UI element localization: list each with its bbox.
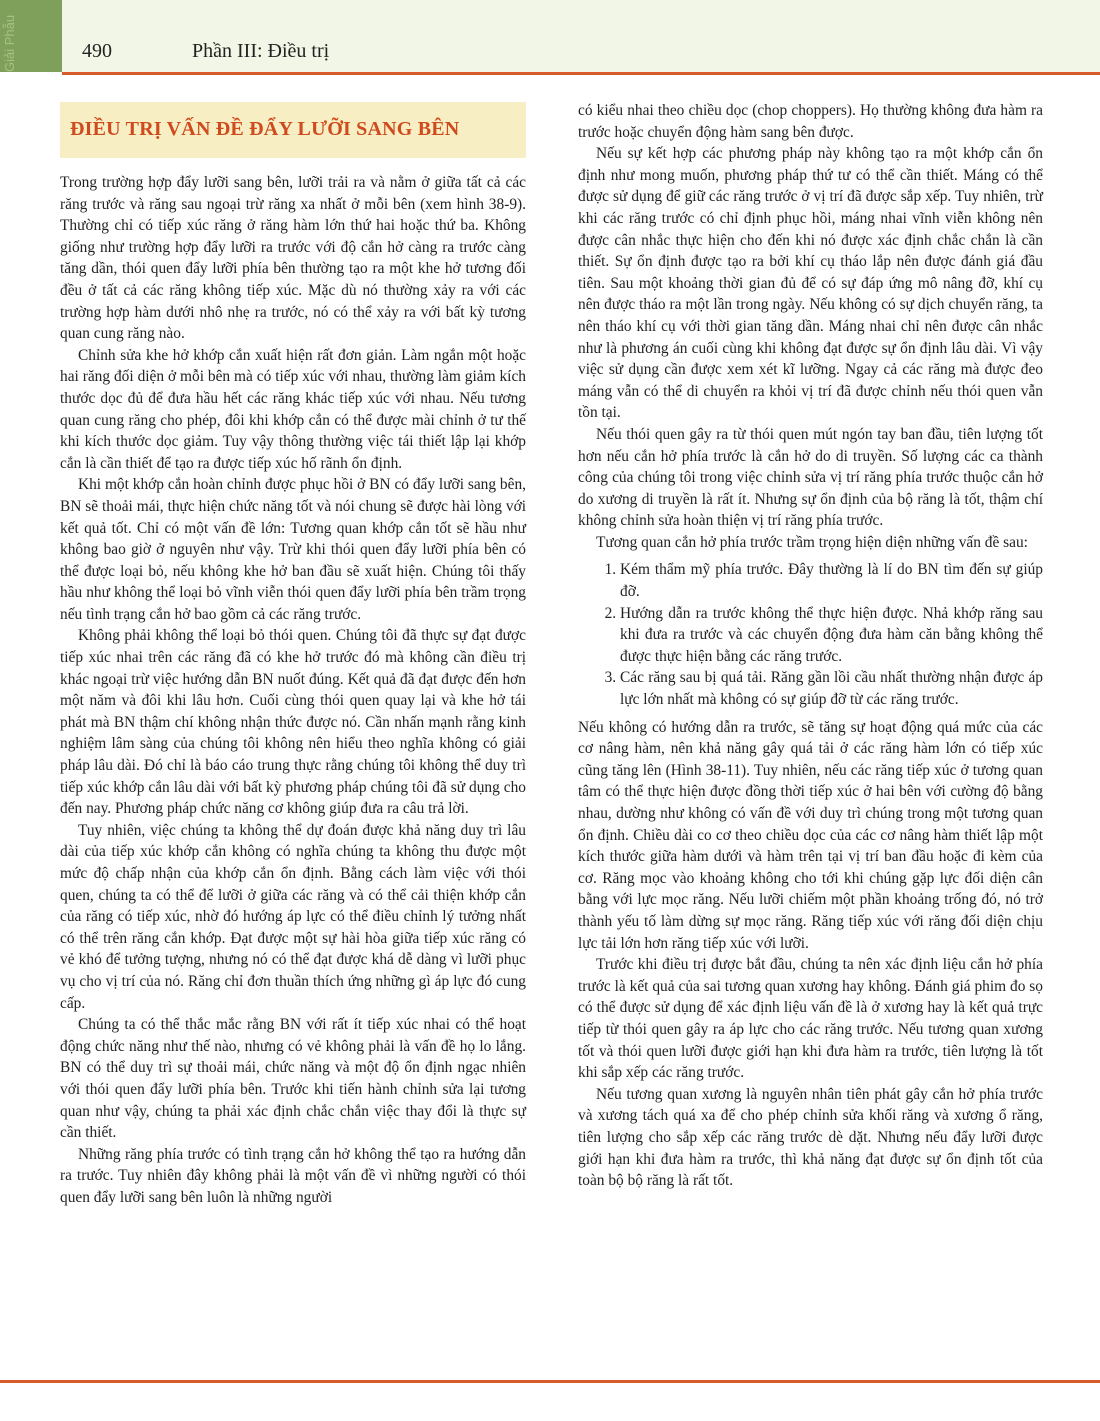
paragraph: Khi một khớp cắn hoàn chỉnh được phục hồi ở BN có đẩy lưỡi sang bên, BN sẽ thoải mái, thực hiện chức năng tốt và nói chung sẽ được hài lòng với kết quả tốt. Chỉ có một vấn đề lớn: Tương quan khớp cắn tốt sẽ hầu như không bao giờ ở nguyên như vậy. Trừ khi thói quen đẩy lưỡi phía bên có thể được loại bỏ, nếu không khe hở ban đầu sẽ xuất hiện. Chúng tôi thấy hầu như không thể loại bỏ vĩnh viễn thói quen đẩy lưỡi phía bên trầm trọng nếu tình trạng cắn hở bao gồm cả các răng trước.: [60, 476, 526, 623]
issues-list: [578, 559, 1043, 710]
paragraph: Trong trường hợp đẩy lưỡi sang bên, lưỡi trải ra và nằm ở giữa tất cả các răng trước và răng sau ngoại trừ răng xa nhất ở mỗi bên (xem hình 38-9). Thường chỉ có tiếp xúc răng ở răng hàm lớn thứ hai hoặc thứ ba. Không giống như trường hợp đẩy lưỡi ra trước với độ cắn hở càng ra trước càng tăng dần, thói quen đẩy lưỡi phía bên thường tạo ra một khe hở tương đối đều ở tất cả các răng không tiếp xúc. Mặc dù nó thường xảy ra với các trường hợp hàm dưới nhô nhẹ ra trước, nó có thể xảy ra với bất kỳ tương quan cung răng nào.: [60, 174, 526, 343]
header-divider: [62, 72, 1100, 75]
paragraph: Nếu tương quan xương là nguyên nhân tiên phát gây cắn hở phía trước và xương tách quá xa để cho phép chỉnh sửa khối răng và xương ổ răng, tiên lượng cho sắp xếp các răng trước dè dặt. Nhưng nếu đẩy lưỡi được giới hạn khi đưa hàm ra trước, thì khả năng đạt được sự ổn định tốt của toàn bộ bộ răng là rất tốt.: [578, 1085, 1043, 1190]
paragraph: có kiểu nhai theo chiều dọc (chop choppers). Họ thường không đưa hàm ra trước hoặc chuyển động hàm sang bên được.: [578, 102, 1043, 141]
left-column: [60, 172, 526, 1209]
right-column: [578, 100, 1043, 1192]
section-title: ĐIỀU TRỊ VẤN ĐỀ ĐẨY LƯỠI SANG BÊN: [70, 118, 460, 140]
page-number: 490: [82, 40, 112, 62]
list-item: 3. Các răng sau bị quá tải. Răng gần lồi cầu nhất thường nhận được áp lực lớn nhất mà không có sự giúp đỡ từ các răng trước.: [620, 667, 1043, 710]
section-heading-box: [60, 102, 526, 158]
paragraph: Những răng phía trước có tình trạng cắn hở không thể tạo ra hướng dẫn ra trước. Tuy nhiên đây không phải là một vấn đề vì những người có thói quen đẩy lưỡi sang bên luôn là những người: [60, 1145, 526, 1206]
part-title: Phần III: Điều trị: [192, 40, 330, 62]
paragraph: Trước khi điều trị được bắt đầu, chúng ta nên xác định liệu cắn hở phía trước là kết quả của sai tương quan xương hay không. Đánh giá phim đo sọ có thể được sử dụng để xác định liệu vấn đề là ở xương hay là kết quả trực tiếp từ thói quen gây ra áp lực cho các răng trước. Nếu tương quan xương tốt và thói quen lưỡi được giới hạn khi đưa hàm ra trước, tiên lượng là tốt khi sắp xếp các răng trước.: [578, 956, 1043, 1082]
paragraph: Nếu sự kết hợp các phương pháp này không tạo ra một khớp cắn ổn định như mong muốn, phương pháp thứ tư có thể cần thiết. Máng có thể được sử dụng để giữ các răng trước ở vị trí đã được sắp xếp. Tuy nhiên, trừ khi các răng trước có chỉ định phục hồi, máng nhai vĩnh viễn không nên được cân nhắc thực hiện cho đến khi nó được xác định chắc chắn là cần thiết. Sự ổn định được tạo ra bởi khí cụ tháo lắp nên được đánh giá đầu tiên. Sau một khoảng thời gian đủ để có sự đáp ứng mô nâng đỡ, khí cụ nên được tháo ra một lần trong ngày. Nếu không có sự dịch chuyển răng, ta nên tháo khí cụ với thời gian tăng dần. Máng nhai chỉ nên được cân nhắc như là phương án cuối cùng khi không đạt được sự ổn định lâu dài. Vì vậy việc sử dụng cần được xem xét kĩ lưỡng. Ngay cả các răng mà được đeo máng vẫn có thể di chuyển ra khỏi vị trí đã được chỉnh nếu thói quen vẫn tồn tại.: [578, 145, 1043, 422]
list-item: 1. Kém thẩm mỹ phía trước. Đây thường là lí do BN tìm đến sự giúp đỡ.: [620, 559, 1043, 602]
side-tab: [0, 0, 62, 72]
paragraph: Tuy nhiên, việc chúng ta không thể dự đoán được khả năng duy trì lâu dài của tiếp xúc khớp cắn không có nghĩa chúng ta không thu được một mức độ chấp nhận của khớp cắn ổn định. Bằng cách làm việc với thói quen, chúng ta có thể để lưỡi ở giữa các răng và có thể cải thiện khớp cắn của răng có tiếp xúc, nhờ đó hướng áp lực có thể điều chỉnh lý tưởng nhất có thể trên răng cắn khớp. Đạt được một sự hài hòa giữa tiếp xúc răng có vẻ khó để tưởng tượng, nhưng nó có thể đạt được khá dễ dàng vì lưỡi phục vụ cho vị trí của nó. Răng chỉ đơn thuần thích ứng những gì áp lực đó cung cấp.: [60, 821, 526, 1012]
list-item: 2. Hướng dẫn ra trước không thể thực hiện được. Nhả khớp răng sau khi đưa ra trước và các chuyển động đưa hàm căn bằng không thể được thực hiện bằng các răng trước.: [620, 603, 1043, 668]
paragraph: Nếu thói quen gây ra từ thói quen mút ngón tay ban đầu, tiên lượng tốt hơn nếu cắn hở phía trước là cắn hở do di truyền. Số lượng các ca thành công của chúng tôi trong việc chỉnh sửa vị trí răng phía trước thuộc cắn hở do xương di truyền là rất ít. Nhưng sự ổn định của bộ răng là tốt, thậm chí không chỉnh sửa hoàn thiện vị trí răng phía trước.: [578, 425, 1043, 530]
paragraph: Chúng ta có thể thắc mắc rằng BN với rất ít tiếp xúc nhai có thể hoạt động chức năng như thế nào, nhưng có vẻ không phải là vấn đề họ lo lắng. BN có thể duy trì sự thoải mái, chức năng và một độ ổn định ngạc nhiên với thói quen đẩy lưỡi phía bên. Trước khi tiến hành chỉnh sửa lại tương quan như vậy, chúng ta phải xác định chắc chắn việc thay đổi là thực sự cần thiết.: [60, 1016, 526, 1142]
paragraph: Không phải không thể loại bỏ thói quen. Chúng tôi đã thực sự đạt được tiếp xúc nhai trên các răng đã có khe hở trước đó mà không cần điều trị khác ngoại trừ việc hướng dẫn BN nuốt đúng. Kết quả đã đạt được đến hơn một năm và đôi khi lâu hơn. Cuối cùng thói quen quay lại và khe hở tái phát mà BN thậm chí không nhận thức được nó. Cần nhấn mạnh rằng kinh nghiệm lâm sàng của chúng tôi không nên hiểu theo nghĩa không có giải pháp lâu dài. Đó chỉ là báo cáo trung thực rằng chúng tôi không thể duy trì tiếp xúc khớp cắn lâu dài với bất kỳ phương pháp chúng tôi đã sử dụng cho đến nay. Phương pháp chức năng cơ không giúp đưa ra câu trả lời.: [60, 627, 526, 818]
paragraph: Tương quan cắn hở phía trước trầm trọng hiện diện những vấn đề sau:: [596, 533, 1028, 551]
paragraph: Nếu không có hướng dẫn ra trước, sẽ tăng sự hoạt động quá mức của các cơ nâng hàm, nên khả năng gây quá tải ở các răng hàm lớn có tiếp xúc cũng tăng lên (Hình 38-11). Tuy nhiên, nếu các răng tiếp xúc ở tương quan tâm có thể thực hiện được đồng thời tiếp xúc ở hai bên với cường độ bằng nhau, dường như không có vấn đề với duy trì chúng trong một tương quan ổn định. Chiều dài co cơ theo chiều dọc của các cơ nâng hàm thiết lập một kích thước giữa hàm dưới và hàm trên tại vị trí ban đầu hoặc đi kèm của cơ. Răng mọc vào khoảng không cho tới khi chúng gặp lực đối diện cân bằng với lực mọc răng. Nếu lưỡi chiếm một phần khoảng trống đó, nó trở thành yếu tố làm dừng sự mọc răng. Răng tiếp xúc với răng đối diện chịu lực tải lớn hơn răng tiếp xúc với lưỡi.: [578, 718, 1043, 952]
footer-divider: [0, 1380, 1100, 1383]
paragraph: Chỉnh sửa khe hở khớp cắn xuất hiện rất đơn giản. Làm ngắn một hoặc hai răng đối diện ở mỗi bên mà có tiếp xúc với nhau, thường làm giảm kích thước dọc đủ để đưa hầu hết các răng khác tiếp xúc với nhau. Nếu tương quan cung răng cho phép, đôi khi khớp cắn có thể được mài chỉnh ở tư thế khi kích thước dọc giảm. Tuy vậy thông thường việc tái thiết lập lại khớp cắn là cần thiết để tạo ra được tiếp xúc hố rãnh ổn định.: [60, 346, 526, 472]
side-tab-text: Giải Phẫu: [2, 14, 17, 72]
